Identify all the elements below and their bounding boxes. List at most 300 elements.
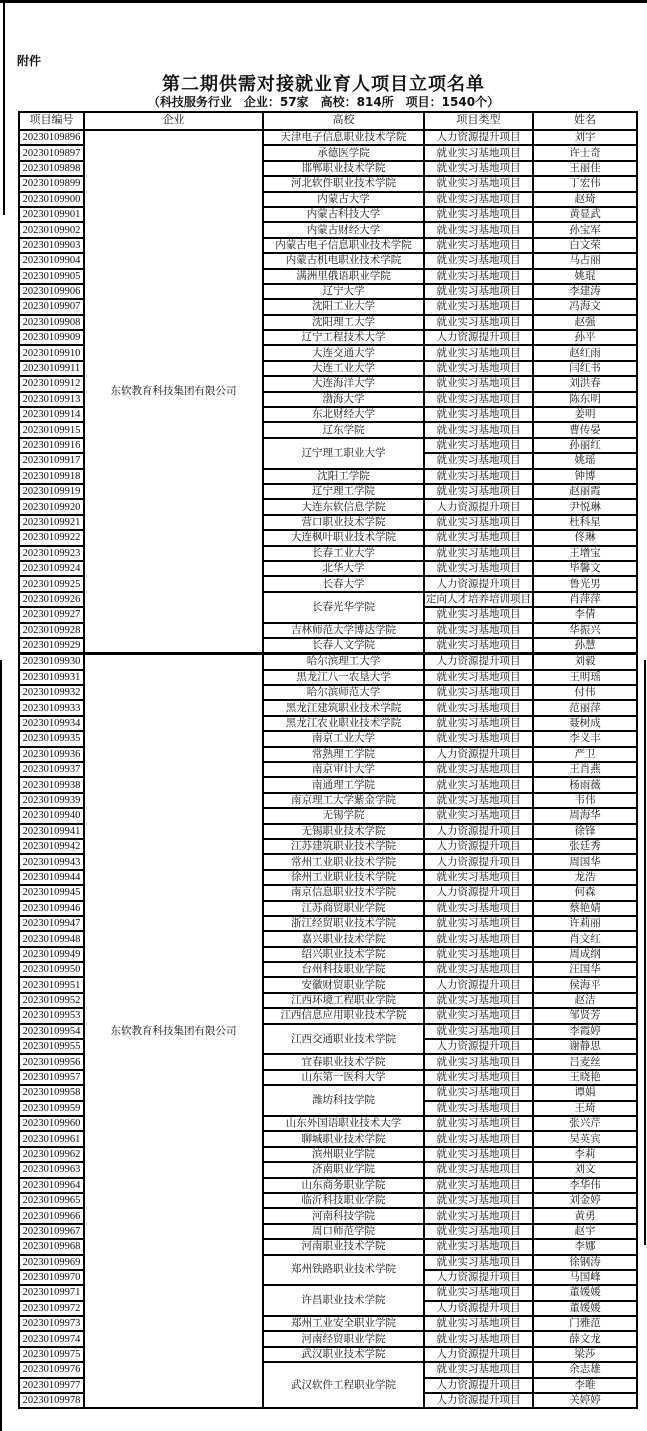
project-id-cell: 20230109922 xyxy=(19,530,84,545)
project-id-cell: 20230109927 xyxy=(19,607,84,622)
project-type-cell: 就业实习基地项目 xyxy=(424,1362,533,1377)
project-type-cell: 就业实习基地项目 xyxy=(424,376,533,391)
person-name-cell: 李倩 xyxy=(533,607,637,622)
project-id-cell: 20230109907 xyxy=(19,299,84,314)
person-name-cell: 曹传晏 xyxy=(533,422,637,437)
project-type-cell: 就业实习基地项目 xyxy=(424,762,533,777)
person-name-cell: 刘洪春 xyxy=(533,376,637,391)
attachment-label: 附件 xyxy=(17,54,42,68)
project-type-cell: 就业实习基地项目 xyxy=(424,685,533,700)
school-cell: 河南经贸职业学院 xyxy=(263,1331,424,1346)
project-id-cell: 20230109938 xyxy=(19,777,84,792)
project-type-cell: 就业实习基地项目 xyxy=(424,515,533,530)
project-type-cell: 就业实习基地项目 xyxy=(424,916,533,931)
person-name-cell: 蔡艳婧 xyxy=(533,901,637,916)
person-name-cell: 李莉 xyxy=(533,1147,637,1162)
project-id-cell: 20230109955 xyxy=(19,1039,84,1054)
school-cell: 常州工业职业技术学院 xyxy=(263,854,424,869)
person-name-cell: 赵琦 xyxy=(533,192,637,207)
school-cell: 常熟理工学院 xyxy=(263,747,424,762)
project-id-cell: 20230109919 xyxy=(19,484,84,499)
project-type-cell: 就业实习基地项目 xyxy=(424,793,533,808)
project-id-cell: 20230109973 xyxy=(19,1316,84,1331)
person-name-cell: 徐锋 xyxy=(533,824,637,839)
person-name-cell: 韦伟 xyxy=(533,793,637,808)
project-id-cell: 20230109940 xyxy=(19,808,84,823)
project-id-cell: 20230109916 xyxy=(19,438,84,453)
person-name-cell: 徐钢涛 xyxy=(533,1255,637,1270)
school-cell: 河南科技学院 xyxy=(263,1208,424,1223)
school-cell: 江苏商贸职业学院 xyxy=(263,901,424,916)
school-cell: 辽宁理工职业大学 xyxy=(263,438,424,469)
school-cell: 内蒙古财经大学 xyxy=(263,222,424,237)
person-name-cell: 张兴芹 xyxy=(533,1116,637,1131)
project-type-cell: 人力资源提升项目 xyxy=(424,747,533,762)
project-type-cell: 就业实习基地项目 xyxy=(424,1316,533,1331)
person-name-cell: 吴英宾 xyxy=(533,1131,637,1146)
project-type-cell: 就业实习基地项目 xyxy=(424,623,533,638)
person-name-cell: 姜明 xyxy=(533,407,637,422)
school-cell: 济南职业学院 xyxy=(263,1162,424,1177)
project-id-cell: 20230109971 xyxy=(19,1285,84,1300)
project-id-cell: 20230109952 xyxy=(19,993,84,1008)
project-type-cell: 就业实习基地项目 xyxy=(424,269,533,284)
school-cell: 南京审计大学 xyxy=(263,762,424,777)
person-name-cell: 王丽佳 xyxy=(533,161,637,176)
school-cell: 天津电子信息职业技术学院 xyxy=(263,130,424,145)
school-cell: 潍坊科技学院 xyxy=(263,1085,424,1116)
project-type-cell: 就业实习基地项目 xyxy=(424,731,533,746)
school-cell: 辽宁大学 xyxy=(263,284,424,299)
project-type-cell: 就业实习基地项目 xyxy=(424,1070,533,1085)
project-id-cell: 20230109923 xyxy=(19,546,84,561)
project-type-cell: 人力资源提升项目 xyxy=(424,330,533,345)
school-cell: 内蒙古大学 xyxy=(263,192,424,207)
person-name-cell: 王肖燕 xyxy=(533,762,637,777)
project-id-cell: 20230109911 xyxy=(19,361,84,376)
project-id-cell: 20230109924 xyxy=(19,561,84,576)
school-cell: 无锡职业技术学院 xyxy=(263,824,424,839)
project-type-cell: 就业实习基地项目 xyxy=(424,962,533,977)
project-type-cell: 就业实习基地项目 xyxy=(424,1331,533,1346)
project-id-cell: 20230109921 xyxy=(19,515,84,530)
project-type-cell: 就业实习基地项目 xyxy=(424,1224,533,1239)
project-id-cell: 20230109914 xyxy=(19,407,84,422)
person-name-cell: 陈东明 xyxy=(533,392,637,407)
project-type-cell: 定向人才培养培训项目 xyxy=(424,592,533,607)
enterprise-cell: 东软教育科技集团有限公司 xyxy=(84,130,263,654)
school-cell: 北华大学 xyxy=(263,561,424,576)
project-id-cell: 20230109941 xyxy=(19,824,84,839)
project-type-cell: 人力资源提升项目 xyxy=(424,854,533,869)
person-name-cell: 关婷婷 xyxy=(533,1393,637,1408)
project-type-cell: 就业实习基地项目 xyxy=(424,700,533,715)
project-id-cell: 20230109949 xyxy=(19,947,84,962)
school-cell: 徐州工业职业技术学院 xyxy=(263,870,424,885)
person-name-cell: 李义丰 xyxy=(533,731,637,746)
project-id-cell: 20230109970 xyxy=(19,1270,84,1285)
project-id-cell: 20230109912 xyxy=(19,376,84,391)
school-cell: 渤海大学 xyxy=(263,392,424,407)
person-name-cell: 李娜 xyxy=(533,1239,637,1254)
person-name-cell: 华振兴 xyxy=(533,623,637,638)
school-cell: 沈阳理工大学 xyxy=(263,315,424,330)
project-id-cell: 20230109930 xyxy=(19,654,84,670)
project-id-cell: 20230109908 xyxy=(19,315,84,330)
school-cell: 南京工业大学 xyxy=(263,731,424,746)
project-id-cell: 20230109925 xyxy=(19,576,84,591)
project-id-cell: 20230109934 xyxy=(19,716,84,731)
school-cell: 内蒙古科技大学 xyxy=(263,207,424,222)
person-name-cell: 佟琳 xyxy=(533,530,637,545)
header-person-name: 姓名 xyxy=(533,112,637,130)
person-name-cell: 谭娟 xyxy=(533,1085,637,1100)
project-type-cell: 就业实习基地项目 xyxy=(424,1008,533,1023)
person-name-cell: 王明瑶 xyxy=(533,670,637,685)
project-id-cell: 20230109950 xyxy=(19,962,84,977)
project-id-cell: 20230109974 xyxy=(19,1331,84,1346)
person-name-cell: 李唯 xyxy=(533,1378,637,1393)
enterprise-cell: 东软教育科技集团有限公司 xyxy=(84,654,263,1409)
school-cell: 河南职业技术学院 xyxy=(263,1239,424,1254)
person-name-cell: 白文荣 xyxy=(533,238,637,253)
school-cell: 南京理工大学紫金学院 xyxy=(263,793,424,808)
person-name-cell: 钟博 xyxy=(533,469,637,484)
project-type-cell: 就业实习基地项目 xyxy=(424,530,533,545)
project-type-cell: 就业实习基地项目 xyxy=(424,484,533,499)
person-name-cell: 邹贤芳 xyxy=(533,1008,637,1023)
person-name-cell: 尹悦琳 xyxy=(533,499,637,514)
project-id-cell: 20230109939 xyxy=(19,793,84,808)
project-type-cell: 人力资源提升项目 xyxy=(424,977,533,992)
school-cell: 长春工业大学 xyxy=(263,546,424,561)
project-type-cell: 就业实习基地项目 xyxy=(424,901,533,916)
project-type-cell: 就业实习基地项目 xyxy=(424,1024,533,1039)
project-type-cell: 就业实习基地项目 xyxy=(424,1285,533,1300)
project-table xyxy=(18,111,638,1409)
person-name-cell: 聂树成 xyxy=(533,716,637,731)
project-id-cell: 20230109976 xyxy=(19,1362,84,1377)
person-name-cell: 汪国华 xyxy=(533,962,637,977)
person-name-cell: 赵强 xyxy=(533,315,637,330)
project-type-cell: 就业实习基地项目 xyxy=(424,422,533,437)
school-cell: 江西交通职业技术学院 xyxy=(263,1024,424,1055)
school-cell: 南京信息职业技术学院 xyxy=(263,885,424,900)
person-name-cell: 周成纲 xyxy=(533,947,637,962)
project-id-cell: 20230109942 xyxy=(19,839,84,854)
page-subtitle: （科技服务行业 企业：57家 高校：814所 项目：1540个） xyxy=(147,95,500,109)
person-name-cell: 李霞婷 xyxy=(533,1024,637,1039)
project-id-cell: 20230109946 xyxy=(19,901,84,916)
person-name-cell: 冯海文 xyxy=(533,299,637,314)
project-type-cell: 人力资源提升项目 xyxy=(424,130,533,145)
person-name-cell: 赵丽霞 xyxy=(533,484,637,499)
project-id-cell: 20230109900 xyxy=(19,192,84,207)
project-type-cell: 人力资源提升项目 xyxy=(424,885,533,900)
person-name-cell: 薛文龙 xyxy=(533,1331,637,1346)
project-type-cell: 就业实习基地项目 xyxy=(424,407,533,422)
person-name-cell: 刘宇 xyxy=(533,130,637,145)
project-id-cell: 20230109905 xyxy=(19,269,84,284)
school-cell: 长春人文学院 xyxy=(263,638,424,654)
project-type-cell: 就业实习基地项目 xyxy=(424,299,533,314)
header-school: 高校 xyxy=(263,112,424,130)
person-name-cell: 姚琨 xyxy=(533,269,637,284)
person-name-cell: 许士奇 xyxy=(533,145,637,160)
person-name-cell: 黄勇 xyxy=(533,1208,637,1223)
person-name-cell: 丁宏伟 xyxy=(533,176,637,191)
school-cell: 郑州铁路职业技术学院 xyxy=(263,1255,424,1286)
scan-artifact-top-line xyxy=(0,0,647,3)
school-cell: 嘉兴职业技术学院 xyxy=(263,931,424,946)
project-type-cell: 就业实习基地项目 xyxy=(424,192,533,207)
school-cell: 绍兴职业技术学院 xyxy=(263,947,424,962)
person-name-cell: 王增宝 xyxy=(533,546,637,561)
person-name-cell: 吕麦丝 xyxy=(533,1054,637,1069)
person-name-cell: 刘文 xyxy=(533,1162,637,1177)
person-name-cell: 杜科星 xyxy=(533,515,637,530)
project-id-cell: 20230109920 xyxy=(19,499,84,514)
project-id-cell: 20230109972 xyxy=(19,1301,84,1316)
person-name-cell: 门雅范 xyxy=(533,1316,637,1331)
project-id-cell: 20230109960 xyxy=(19,1116,84,1131)
project-type-cell: 就业实习基地项目 xyxy=(424,947,533,962)
project-id-cell: 20230109906 xyxy=(19,284,84,299)
project-id-cell: 20230109961 xyxy=(19,1131,84,1146)
project-type-cell: 就业实习基地项目 xyxy=(424,777,533,792)
project-id-cell: 20230109962 xyxy=(19,1147,84,1162)
school-cell: 哈尔滨师范大学 xyxy=(263,685,424,700)
school-cell: 郑州工业安全职业学院 xyxy=(263,1316,424,1331)
project-id-cell: 20230109944 xyxy=(19,870,84,885)
school-cell: 哈尔滨理工大学 xyxy=(263,654,424,670)
project-id-cell: 20230109968 xyxy=(19,1239,84,1254)
school-cell: 临沂科技职业学院 xyxy=(263,1193,424,1208)
school-cell: 聊城职业技术学院 xyxy=(263,1131,424,1146)
project-id-cell: 20230109932 xyxy=(19,685,84,700)
person-name-cell: 李华伟 xyxy=(533,1178,637,1193)
school-cell: 满洲里俄语职业学院 xyxy=(263,269,424,284)
person-name-cell: 严卫 xyxy=(533,747,637,762)
person-name-cell: 肖文红 xyxy=(533,931,637,946)
person-name-cell: 何森 xyxy=(533,885,637,900)
project-id-cell: 20230109953 xyxy=(19,1008,84,1023)
project-id-cell: 20230109896 xyxy=(19,130,84,145)
project-id-cell: 20230109928 xyxy=(19,623,84,638)
project-id-cell: 20230109956 xyxy=(19,1054,84,1069)
project-id-cell: 20230109966 xyxy=(19,1208,84,1223)
project-id-cell: 20230109898 xyxy=(19,161,84,176)
person-name-cell: 赵洁 xyxy=(533,993,637,1008)
project-type-cell: 就业实习基地项目 xyxy=(424,1208,533,1223)
project-id-cell: 20230109951 xyxy=(19,977,84,992)
project-type-cell: 就业实习基地项目 xyxy=(424,238,533,253)
person-name-cell: 梁莎 xyxy=(533,1347,637,1362)
school-cell: 东北财经大学 xyxy=(263,407,424,422)
person-name-cell: 张廷秀 xyxy=(533,839,637,854)
project-id-cell: 20230109978 xyxy=(19,1393,84,1408)
person-name-cell: 余志雄 xyxy=(533,1362,637,1377)
project-type-cell: 就业实习基地项目 xyxy=(424,993,533,1008)
school-cell: 长春光华学院 xyxy=(263,592,424,623)
school-cell: 无锡学院 xyxy=(263,808,424,823)
person-name-cell: 李建涛 xyxy=(533,284,637,299)
person-name-cell: 龙浩 xyxy=(533,870,637,885)
project-id-cell: 20230109969 xyxy=(19,1255,84,1270)
school-cell: 营口职业技术学院 xyxy=(263,515,424,530)
project-type-cell: 就业实习基地项目 xyxy=(424,161,533,176)
project-type-cell: 就业实习基地项目 xyxy=(424,453,533,468)
school-cell: 浙江经贸职业技术学院 xyxy=(263,916,424,931)
project-id-cell: 20230109936 xyxy=(19,747,84,762)
project-id-cell: 20230109897 xyxy=(19,145,84,160)
person-name-cell: 董媛媛 xyxy=(533,1285,637,1300)
project-type-cell: 就业实习基地项目 xyxy=(424,1162,533,1177)
school-cell: 滨州职业学院 xyxy=(263,1147,424,1162)
project-type-cell: 就业实习基地项目 xyxy=(424,931,533,946)
project-type-cell: 人力资源提升项目 xyxy=(424,576,533,591)
school-cell: 辽宁工程技术大学 xyxy=(263,330,424,345)
project-type-cell: 人力资源提升项目 xyxy=(424,1301,533,1316)
project-id-cell: 20230109933 xyxy=(19,700,84,715)
school-cell: 山东外国语职业技术大学 xyxy=(263,1116,424,1131)
person-name-cell: 谢静思 xyxy=(533,1039,637,1054)
project-id-cell: 20230109954 xyxy=(19,1024,84,1039)
school-cell: 辽宁理工学院 xyxy=(263,484,424,499)
person-name-cell: 杨雨薇 xyxy=(533,777,637,792)
school-cell: 沈阳工业大学 xyxy=(263,299,424,314)
school-cell: 许昌职业技术学院 xyxy=(263,1285,424,1316)
project-type-cell: 就业实习基地项目 xyxy=(424,607,533,622)
school-cell: 黑龙江八一农垦大学 xyxy=(263,670,424,685)
person-name-cell: 孙宝军 xyxy=(533,222,637,237)
school-cell: 山东第一医科大学 xyxy=(263,1070,424,1085)
school-cell: 山东商务职业学院 xyxy=(263,1178,424,1193)
project-type-cell: 就业实习基地项目 xyxy=(424,1131,533,1146)
project-id-cell: 20230109910 xyxy=(19,345,84,360)
school-cell: 大连工业大学 xyxy=(263,361,424,376)
project-type-cell: 就业实习基地项目 xyxy=(424,1116,533,1131)
project-type-cell: 就业实习基地项目 xyxy=(424,1054,533,1069)
project-id-cell: 20230109975 xyxy=(19,1347,84,1362)
header-enterprise: 企业 xyxy=(84,112,263,130)
project-id-cell: 20230109935 xyxy=(19,731,84,746)
project-type-cell: 人力资源提升项目 xyxy=(424,1270,533,1285)
person-name-cell: 付伟 xyxy=(533,685,637,700)
project-id-cell: 20230109931 xyxy=(19,670,84,685)
person-name-cell: 孙慧 xyxy=(533,638,637,654)
person-name-cell: 范丽萍 xyxy=(533,700,637,715)
school-cell: 承德医学院 xyxy=(263,145,424,160)
project-type-cell: 人力资源提升项目 xyxy=(424,499,533,514)
project-type-cell: 人力资源提升项目 xyxy=(424,1393,533,1408)
project-type-cell: 就业实习基地项目 xyxy=(424,638,533,654)
person-name-cell: 刘金婷 xyxy=(533,1193,637,1208)
person-name-cell: 赵红雨 xyxy=(533,345,637,360)
person-name-cell: 毕馨文 xyxy=(533,561,637,576)
project-type-cell: 就业实习基地项目 xyxy=(424,176,533,191)
project-type-cell: 人力资源提升项目 xyxy=(424,1378,533,1393)
person-name-cell: 王晓艳 xyxy=(533,1070,637,1085)
school-cell: 宜春职业技术学院 xyxy=(263,1054,424,1069)
project-type-cell: 就业实习基地项目 xyxy=(424,1085,533,1100)
project-type-cell: 就业实习基地项目 xyxy=(424,361,533,376)
person-name-cell: 黄显武 xyxy=(533,207,637,222)
school-cell: 大连东软信息学院 xyxy=(263,499,424,514)
project-type-cell: 人力资源提升项目 xyxy=(424,824,533,839)
header-project-id: 项目编号 xyxy=(19,112,84,130)
person-name-cell: 许莉丽 xyxy=(533,916,637,931)
person-name-cell: 侯海平 xyxy=(533,977,637,992)
person-name-cell: 刘毅 xyxy=(533,654,637,670)
project-type-cell: 就业实习基地项目 xyxy=(424,222,533,237)
project-id-cell: 20230109963 xyxy=(19,1162,84,1177)
school-cell: 河北软件职业技术学院 xyxy=(263,176,424,191)
project-type-cell: 就业实习基地项目 xyxy=(424,469,533,484)
school-cell: 江西环境工程职业学院 xyxy=(263,993,424,1008)
project-type-cell: 就业实习基地项目 xyxy=(424,561,533,576)
school-cell: 邯郸职业技术学院 xyxy=(263,161,424,176)
project-id-cell: 20230109899 xyxy=(19,176,84,191)
school-cell: 周口师范学院 xyxy=(263,1224,424,1239)
school-cell: 安徽财贸职业学院 xyxy=(263,977,424,992)
school-cell: 大连枫叶职业技术学院 xyxy=(263,530,424,545)
project-id-cell: 20230109959 xyxy=(19,1101,84,1116)
project-id-cell: 20230109945 xyxy=(19,885,84,900)
school-cell: 内蒙古机电职业技术学院 xyxy=(263,253,424,268)
project-type-cell: 人力资源提升项目 xyxy=(424,839,533,854)
table-row xyxy=(19,654,637,670)
person-name-cell: 鲁光男 xyxy=(533,576,637,591)
project-id-cell: 20230109964 xyxy=(19,1178,84,1193)
person-name-cell: 马占丽 xyxy=(533,253,637,268)
person-name-cell: 孙丽红 xyxy=(533,438,637,453)
project-type-cell: 就业实习基地项目 xyxy=(424,145,533,160)
project-id-cell: 20230109948 xyxy=(19,931,84,946)
project-type-cell: 人力资源提升项目 xyxy=(424,654,533,670)
project-id-cell: 20230109904 xyxy=(19,253,84,268)
project-type-cell: 就业实习基地项目 xyxy=(424,1101,533,1116)
header-project-type: 项目类型 xyxy=(424,112,533,130)
school-cell: 南通理工学院 xyxy=(263,777,424,792)
project-id-cell: 20230109977 xyxy=(19,1378,84,1393)
school-cell: 黑龙江建筑职业技术学院 xyxy=(263,700,424,715)
project-type-cell: 就业实习基地项目 xyxy=(424,546,533,561)
person-name-cell: 闫红书 xyxy=(533,361,637,376)
person-name-cell: 赵宇 xyxy=(533,1224,637,1239)
table-header-row xyxy=(19,112,637,130)
project-id-cell: 20230109915 xyxy=(19,422,84,437)
project-type-cell: 就业实习基地项目 xyxy=(424,808,533,823)
scan-artifact-right-line xyxy=(644,660,646,1245)
project-id-cell: 20230109937 xyxy=(19,762,84,777)
person-name-cell: 姚瑶 xyxy=(533,453,637,468)
school-cell: 吉林师范大学博达学院 xyxy=(263,623,424,638)
project-type-cell: 就业实习基地项目 xyxy=(424,438,533,453)
person-name-cell: 马国峰 xyxy=(533,1270,637,1285)
project-id-cell: 20230109929 xyxy=(19,638,84,654)
project-type-cell: 就业实习基地项目 xyxy=(424,1255,533,1270)
school-cell: 江苏建筑职业技术学院 xyxy=(263,839,424,854)
person-name-cell: 肖萍萍 xyxy=(533,592,637,607)
project-type-cell: 就业实习基地项目 xyxy=(424,392,533,407)
project-type-cell: 人力资源提升项目 xyxy=(424,1347,533,1362)
project-id-cell: 20230109926 xyxy=(19,592,84,607)
project-id-cell: 20230109901 xyxy=(19,207,84,222)
school-cell: 辽东学院 xyxy=(263,422,424,437)
project-id-cell: 20230109902 xyxy=(19,222,84,237)
person-name-cell: 孙平 xyxy=(533,330,637,345)
